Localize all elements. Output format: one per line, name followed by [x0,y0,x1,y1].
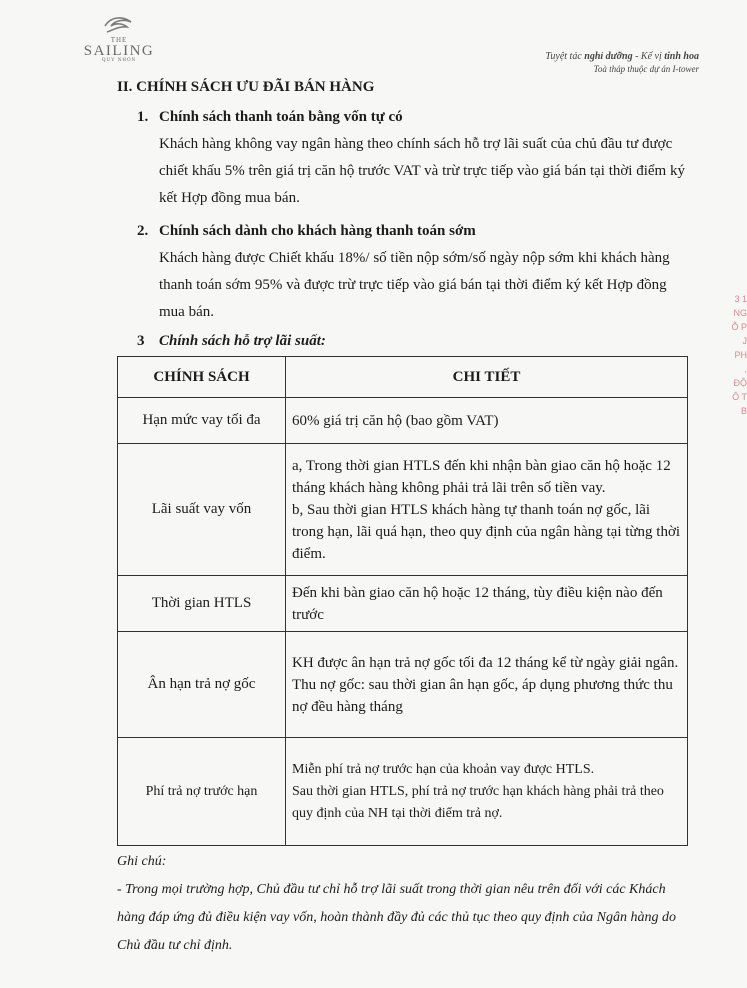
table-row [118,632,688,738]
policy-number: 3 [137,333,145,349]
stamp-line: Ỗ P [731,322,747,332]
wave-logo-icon [101,14,137,34]
detail-text: Thu nợ gốc: sau thời gian ân hạn gốc, áp dụng phương thức thu nợ đều hàng tháng [292,676,673,715]
policy-cell: Hạn mức vay tối đa [118,398,286,444]
note-label: Ghi chú: [117,854,167,869]
tagline-line-1 [545,51,699,62]
policy-cell: Lãi suất vay vốn [118,444,286,576]
stamp-line: , ĐỘ [733,364,747,388]
stamp-line: NG [733,308,747,318]
tagline-prefix: Tuyệt tác [545,51,585,62]
policy-heading-2 [117,220,692,242]
header-tagline [545,51,699,74]
tagline-line-2: Toà tháp thuộc dự án I-tower [593,64,699,74]
policy-cell: Ân hạn trả nợ gốc [118,632,286,738]
detail-text: b, Sau thời gian HTLS khách hàng tự thanh toán nợ gốc, lãi trong hạn, lãi quá hạn, theo quy định của ngân hàng tại từng thời điểm. [292,501,681,562]
column-header-policy: CHÍNH SÁCH [118,357,286,398]
table-row [118,576,688,632]
policy-heading-3 [117,330,692,352]
column-header-detail: CHI TIẾT [286,357,688,398]
logo-name: SAILING [83,43,155,59]
tagline-bold-1: nghỉ dưỡng [584,51,633,62]
note-text: - Trong mọi trường hợp, Chủ đầu tư chỉ hỗ trợ lãi suất trong thời gian nêu trên đối với các Khách hàng đáp ứng đủ điều kiện vay vốn, hoàn thành đầy đủ các thủ tục theo quy định của Ngân hàng do Chủ đầu tư chỉ định. [117,882,676,953]
table-row [118,444,688,576]
policy-title: Chính sách thanh toán bằng vốn tự có [159,109,403,125]
stamp-fragment [731,292,747,418]
tagline-bold-2: tinh hoa [664,51,699,62]
stamp-line: J PH [734,336,747,360]
policy-number: 1. [137,109,149,125]
tagline-middle: - Kế vị [632,51,665,62]
interest-support-table [117,356,688,846]
table-header-row [118,357,688,398]
detail-cell [286,444,688,576]
note [117,848,692,960]
logo [82,14,156,63]
logo-subtitle: QUY NHON [101,58,137,63]
stamp-line: Ô T [732,392,747,402]
policy-heading-1 [117,106,692,128]
detail-text: Đến khi bàn giao căn hộ hoặc 12 tháng, tùy điều kiện nào đến trước [292,584,663,623]
policy-title: Chính sách dành cho khách hàng thanh toán sớm [159,223,476,239]
policy-cell: Phí trả nợ trước hạn [118,738,286,846]
detail-cell [286,576,688,632]
logo-the: THE [110,36,128,44]
policy-title: Chính sách hỗ trợ lãi suất: [159,333,326,349]
detail-text: a, Trong thời gian HTLS đến khi nhận bàn giao căn hộ hoặc 12 tháng khách hàng không phải trả lãi trên số tiền vay. [292,457,671,496]
stamp-line: 3 1 [734,294,747,304]
detail-text: 60% giá trị căn hộ (bao gồm VAT) [292,412,499,429]
policy-text-1: Khách hàng không vay ngân hàng theo chính sách hỗ trợ lãi suất của chủ đầu tư được chiết khấu 5% trên giá trị căn hộ trước VAT và trừ trực tiếp vào giá bán tại thời điểm ký kết Hợp đồng mua bán. [159,136,685,206]
policy-number: 2. [137,223,149,239]
table-row [118,738,688,846]
section-title: II. CHÍNH SÁCH ƯU ĐÃI BÁN HÀNG [117,79,375,95]
policy-text-2: Khách hàng được Chiết khấu 18%/ số tiền nộp sớm/số ngày nộp sớm khi khách hàng thanh toán sớm 95% và được trừ trực tiếp vào giá bán tại thời điểm ký kết Hợp đồng mua bán. [159,250,670,320]
stamp-line: B [740,406,747,416]
table-row [118,398,688,444]
document-body [117,76,692,960]
detail-text: Miễn phí trả nợ trước hạn của khoản vay được HTLS. [292,761,595,777]
detail-cell [286,632,688,738]
detail-text: Sau thời gian HTLS, phí trả nợ trước hạn khách hàng phải trả theo quy định của NH tại thời điểm trả nợ. [292,783,664,821]
detail-text: KH được ân hạn trả nợ gốc tối đa 12 tháng kể từ ngày giải ngân. [292,654,679,671]
policy-cell: Thời gian HTLS [118,576,286,632]
detail-cell [286,398,688,444]
detail-cell [286,738,688,846]
